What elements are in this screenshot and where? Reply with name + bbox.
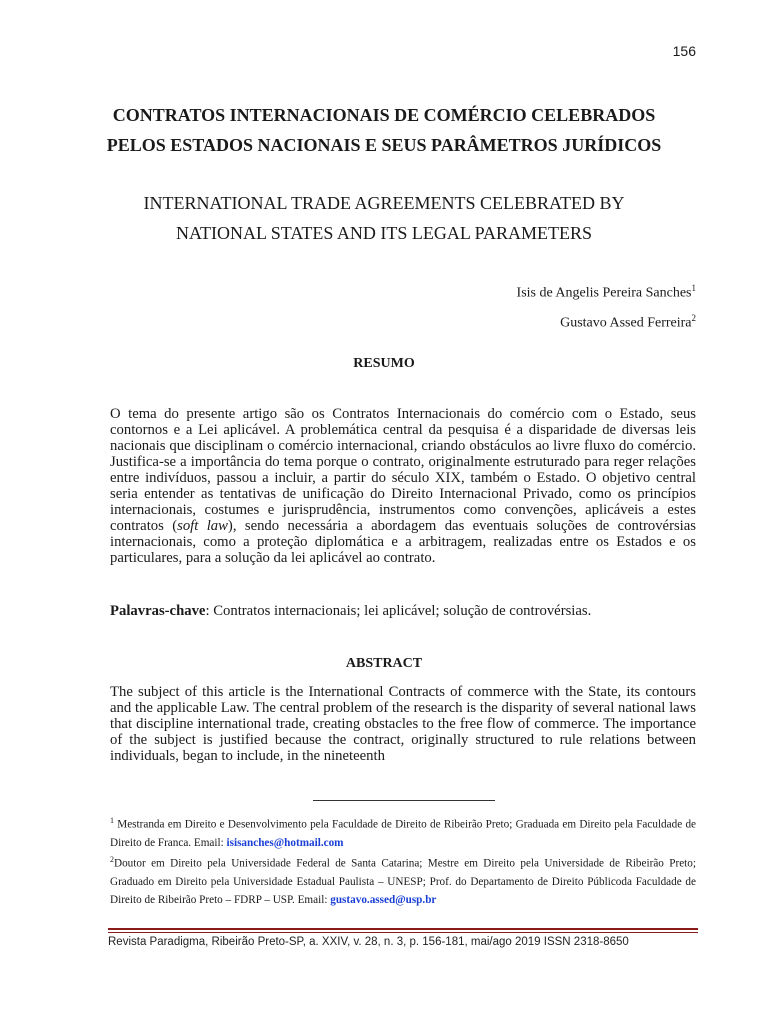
author-name: Isis de Angelis Pereira Sanches <box>516 285 692 301</box>
resumo-heading: RESUMO <box>353 356 415 371</box>
email-link[interactable]: gustavo.assed@usp.br <box>330 893 437 906</box>
keywords-label: Palavras-chave <box>110 603 206 619</box>
title-en-line-2: NATIONAL STATES AND ITS LEGAL PARAMETERS <box>175 223 593 243</box>
author-1 <box>517 276 696 306</box>
footnote-text: Doutor em Direito pela Universidade Federal de Santa Catarina; Mestre em Direito pela Universidade de Ribeirão Preto; Graduado em Direito pela Universidade Estadual Paulista – UNESP; Prof. do Departamento de Direito Públicoda Faculdade de Direito de Ribeirão Preto – FDRP – USP. Email: <box>110 857 696 906</box>
email-link[interactable]: isisanches@hotmail.com <box>226 836 344 849</box>
page-number: 156 <box>672 43 696 59</box>
abstract-text: The subject of this article is the International Contracts of commerce with the State, its contours and the applicable Law. The central problem of the research is the disparity of several national laws that discipline international trade, creating obstacles to the free flow of commerce. The importance of the subject is justified because the contract, originally structured to rule relations between individuals, began to include, in the nineteenth <box>110 684 696 764</box>
footnote-mark[interactable]: 1 <box>691 283 696 293</box>
keywords <box>110 603 696 619</box>
footnote-mark: 1 <box>110 816 114 825</box>
title-pt-line-2: PELOS ESTADOS NACIONAIS E SEUS PARÂMETROS JURÍDICOS <box>106 135 662 155</box>
author-2 <box>517 306 696 336</box>
title-pt-line-1: CONTRATOS INTERNACIONAIS DE COMÉRCIO CELEBRADOS <box>112 105 656 125</box>
resumo-italic-term: soft law <box>177 518 228 534</box>
footnote-divider <box>313 800 495 801</box>
title-portuguese <box>0 100 768 160</box>
title-english <box>0 188 768 248</box>
keywords-list: : Contratos internacionais; lei aplicável; solução de controvérsias. <box>205 603 592 619</box>
footnote-1 <box>110 812 696 852</box>
title-en-line-1: INTERNATIONAL TRADE AGREEMENTS CELEBRATED BY <box>143 193 625 213</box>
author-list <box>517 276 696 335</box>
footer-divider-thin <box>108 932 698 933</box>
footnote-mark: 2 <box>110 855 114 864</box>
footer-divider <box>108 928 698 930</box>
footnote-mark[interactable]: 2 <box>691 312 696 323</box>
footnote-text: Mestranda em Direito e Desenvolvimento pela Faculdade de Direito de Ribeirão Preto; Graduada em Direito pela Faculdade de Direito de Franca. Email: <box>110 818 696 849</box>
footnote-2 <box>110 851 696 909</box>
resumo-text <box>110 406 696 566</box>
journal-footer: Revista Paradigma, Ribeirão Preto-SP, a. XXIV, v. 28, n. 3, p. 156-181, mai/ago 2019 ISSN 2318-8650 <box>108 936 629 948</box>
resumo-text-part-2: ), sendo necessária a abordagem das eventuais soluções de controvérsias internacionais, como a proteção diplomática e a arbitragem, realizadas entre os Estados e os particulares, para a solução da lei aplicável ao contrato. <box>110 518 696 566</box>
author-name: Gustavo Assed Ferreira <box>560 315 692 331</box>
resumo-text-part-1: O tema do presente artigo são os Contratos Internacionais do comércio com o Estado, seus contornos e a Lei aplicável. A problemática central da pesquisa é a disparidade de diversas leis nacionais que disciplinam o comércio internacional, criando obstáculos ao livre fluxo do comércio. Justifica-se a importância do tema porque o contrato, originalmente estruturado para reger relações entre indivíduos, passou a incluir, a partir do século XIX, também o Estado. O objetivo central seria entender as tentativas de unificação do Direito Internacional Privado, como os princípios internacionais, costumes e jurisprudência, instrumentos como convenções, aplicáveis a estes contratos ( <box>110 406 696 534</box>
abstract-heading: ABSTRACT <box>345 656 423 671</box>
